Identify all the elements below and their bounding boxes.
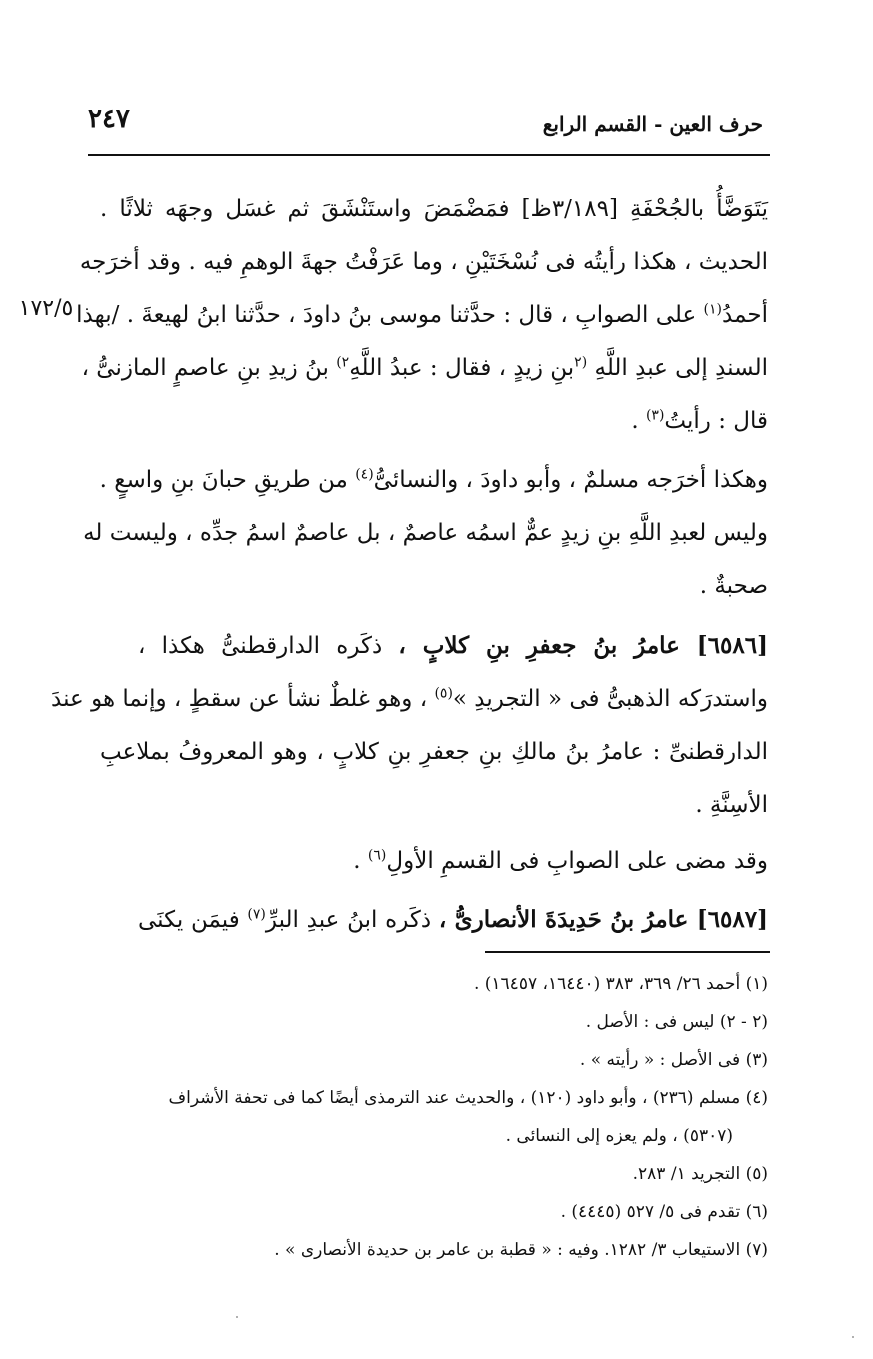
body-line: واستدرَكه الذهبىُّ فى « التجريدِ »$^{(٥)}$ ، وهو غلطٌ نشأ عن سقطٍ ، وإنما هو عندَ [51, 685, 768, 712]
body-line: صحبةٌ . [699, 573, 768, 599]
footnote-4-continued: (٥٣٠٧) ، ولم يعزه إلى النسائى . [505, 1126, 733, 1146]
footnote-6: (٦) تقدم فى ٥/ ٥٢٧ (٤٤٤٥) . [560, 1202, 768, 1222]
body-line: السندِ إلى عبدِ اللَّهِ $^{(٢}$بنِ زيدٍ ، فقال : عبدُ اللَّهِ$^{٢)}$ بنُ زيدِ بنِ عاصمٍ المازنىُّ ، [81, 354, 768, 381]
entry-heading-6587: [٦٥٨٧] عامرُ بنُ حَدِيدَةَ الأنصارىُّ ، [438, 906, 768, 933]
footnote-marker: (٤) [355, 466, 374, 483]
footnote-7: (٧) الاستيعاب ٣/ ١٢٨٢. وفيه : « قطبة بن عامر بن حديدة الأنصارى » . [274, 1240, 768, 1260]
entry-heading-6586: [٦٥٨٦] عامرُ بنُ جعفرِ بنِ كلابٍ ، [398, 632, 768, 659]
footnote-1: (١) أحمد ٢٦/ ٣٦٩، ٣٨٣ (١٦٤٤٠، ١٦٤٥٧) . [473, 974, 768, 994]
footnote-marker: ٢) [336, 354, 350, 371]
footnote-marker: (٢ [574, 354, 588, 371]
footnote-marker: (١) [703, 301, 723, 318]
footnote-marker: (٧) [247, 906, 266, 923]
body-line: قال : رأيتُ$^{(٣)}$ . [631, 407, 768, 434]
header-rule [88, 154, 770, 156]
footnote-marker: (٥) [434, 685, 453, 702]
footnote-3: (٣) فى الأصل : « رأيته » . [579, 1050, 768, 1070]
body-line: [٦٥٨٦] عامرُ بنُ جعفرِ بنِ كلابٍ ، ذكَره الدارقطنىُّ هكذا ، [138, 632, 768, 659]
footnote-marker: (٣) [645, 407, 665, 424]
body-line: أحمدُ$^{(١)}$ على الصوابِ ، قال : حدَّثنا موسى بنُ داودَ ، حدَّثنا ابنُ لهيعةَ . /بهذا [76, 301, 768, 328]
body-line: وقد مضى على الصوابِ فى القسمِ الأولِ$^{(٦)}$ . [353, 847, 768, 874]
footnote-rule [485, 951, 770, 953]
scan-speck [236, 1316, 238, 1318]
body-line: الدارقطنىِّ : عامرُ بنُ مالكِ بنِ جعفرِ بنِ كلابٍ ، وهو المعروفُ بملاعبِ [100, 739, 768, 765]
running-title: حرف العين - القسم الرابع [542, 112, 763, 136]
margin-volume-page-reference: ١٧٢/٥ [18, 296, 74, 321]
body-line: [٦٥٨٧] عامرُ بنُ حَدِيدَةَ الأنصارىُّ ، ذكَره ابنُ عبدِ البرِّ$^{(٧)}$ فيمَن يكنَى [138, 906, 768, 933]
body-line: الأسِنَّةِ . [695, 792, 768, 818]
body-line: وهكذا أخرَجه مسلمٌ ، وأبو داودَ ، والنسائىُّ$^{(٤)}$ من طريقِ حبانَ بنِ واسعٍ . [99, 466, 768, 493]
body-line: يَتَوَضَّأُ بالجُحْفَةِ [٣/١٨٩ظ] فمَضْمَضَ واستَنْشَقَ ثم غسَل وجهَه ثلاثًا . [100, 196, 769, 222]
page-number: ٢٤٧ [88, 104, 130, 134]
body-line: وليس لعبدِ اللَّهِ بنِ زيدٍ عمٌّ اسمُه عاصمٌ ، بل عاصمٌ اسمُ جدِّه ، وليست له [83, 520, 768, 546]
footnote-2: (٢ - ٢) ليس فى : الأصل . [585, 1012, 768, 1032]
body-line: الحديث ، هكذا رأيتُه فى نُسْخَتَيْنِ ، وما عَرَفْتُ جهةَ الوهمِ فيه . وقد أخرَجه [79, 249, 768, 275]
footnote-marker: (٦) [367, 847, 387, 864]
scan-speck [852, 1336, 854, 1338]
footnote-4: (٤) مسلم (٢٣٦) ، وأبو داود (١٢٠) ، والحديث عند الترمذى أيضًا كما فى تحفة الأشراف [168, 1088, 768, 1108]
footnote-5: (٥) التجريد ١/ ٢٨٣. [632, 1164, 768, 1184]
